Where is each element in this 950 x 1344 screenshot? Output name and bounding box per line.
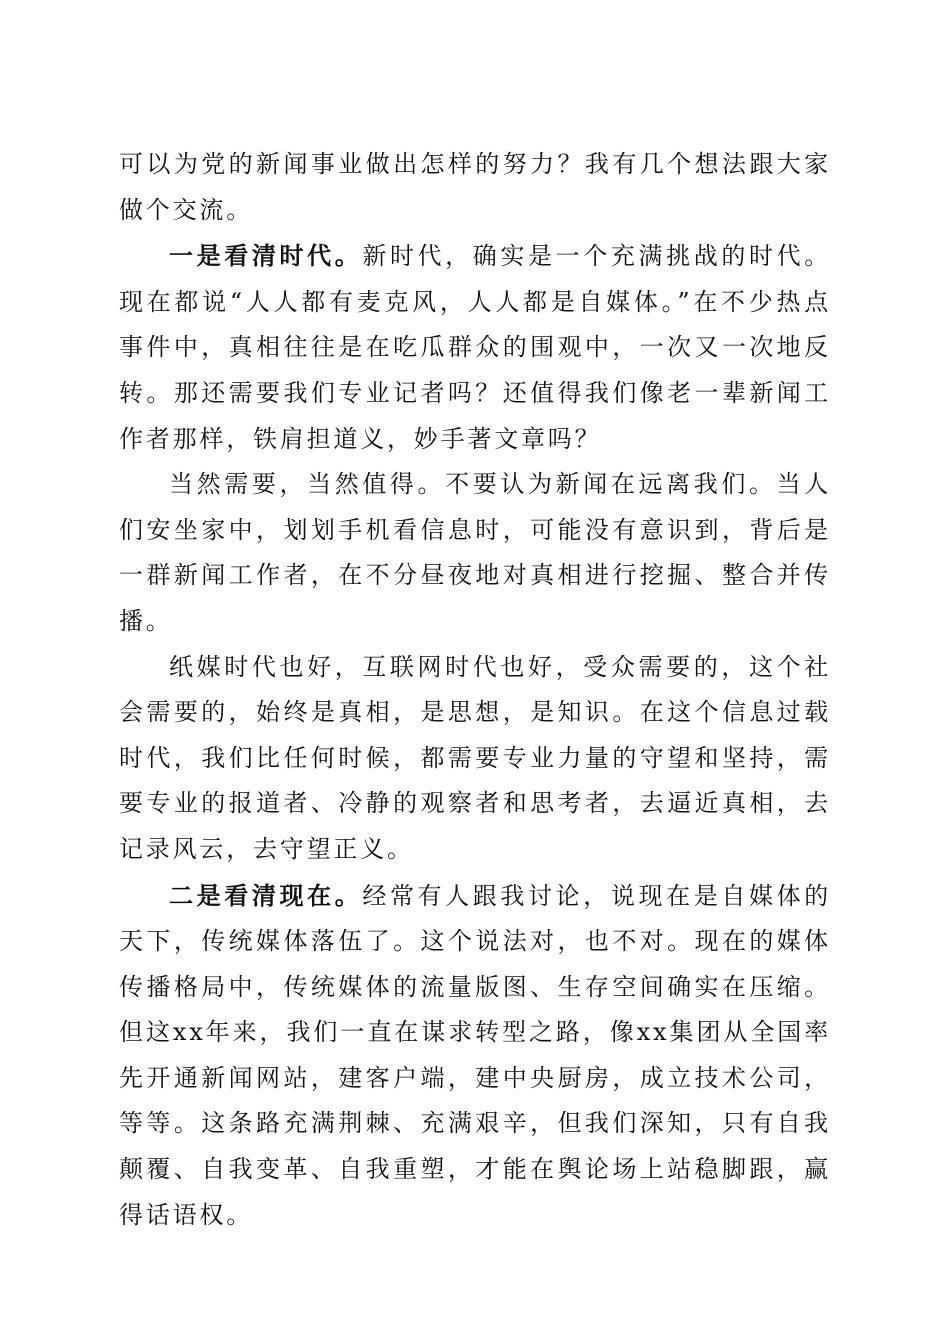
paragraph-lead: 二是看清现在。 — [169, 880, 363, 910]
paragraph-answer — [119, 462, 831, 644]
paragraph-text: 纸媒时代也好，互联网时代也好，受众需要的，这个社会需要的，始终是真相，是思想，是知识。在这个信息过载时代，我们比任何时候，都需要专业力量的守望和坚持，需要专业的报道者、冷静的观察者和思考者，去逼近真相，去记录风云，去守望正义。 — [119, 652, 831, 863]
document-body — [119, 142, 831, 1238]
paragraph-text: 可以为党的新闻事业做出怎样的努力？我有几个想法跟大家做个交流。 — [119, 150, 831, 224]
paragraph-lead: 一是看清时代。 — [169, 241, 363, 271]
paragraph-intro — [119, 142, 831, 233]
paragraph-point-two — [119, 873, 831, 1239]
paragraph-text: 经常有人跟我讨论，说现在是自媒体的天下，传统媒体落伍了。这个说法对，也不对。现在的媒体传播格局中，传统媒体的流量版图、生存空间确实在压缩。但这xx年来，我们一直在谋求转型之路，像xx集团从全国率先开通新闻网站，建客户端，建中央厨房，成立技术公司，等等。这条路充满荆棘、充满艰辛，但我们深知，只有自我颠覆、自我变革、自我重塑，才能在舆论场上站稳脚跟，赢得话语权。 — [119, 881, 831, 1229]
paragraph-text: 新时代，确实是一个充满挑战的时代。现在都说“人人都有麦克风，人人都是自媒体。”在不少热点事件中，真相往往是在吃瓜群众的围观中，一次又一次地反转。那还需要我们专业记者吗？还值得我们像老一辈新闻工作者那样，铁肩担道义，妙手著文章吗？ — [119, 242, 831, 453]
paragraph-media-era — [119, 645, 831, 873]
paragraph-point-one — [119, 233, 831, 462]
paragraph-text: 当然需要，当然值得。不要认为新闻在远离我们。当人们安坐家中，划划手机看信息时，可能没有意识到，背后是一群新闻工作者，在不分昼夜地对真相进行挖掘、整合并传播。 — [119, 470, 831, 635]
